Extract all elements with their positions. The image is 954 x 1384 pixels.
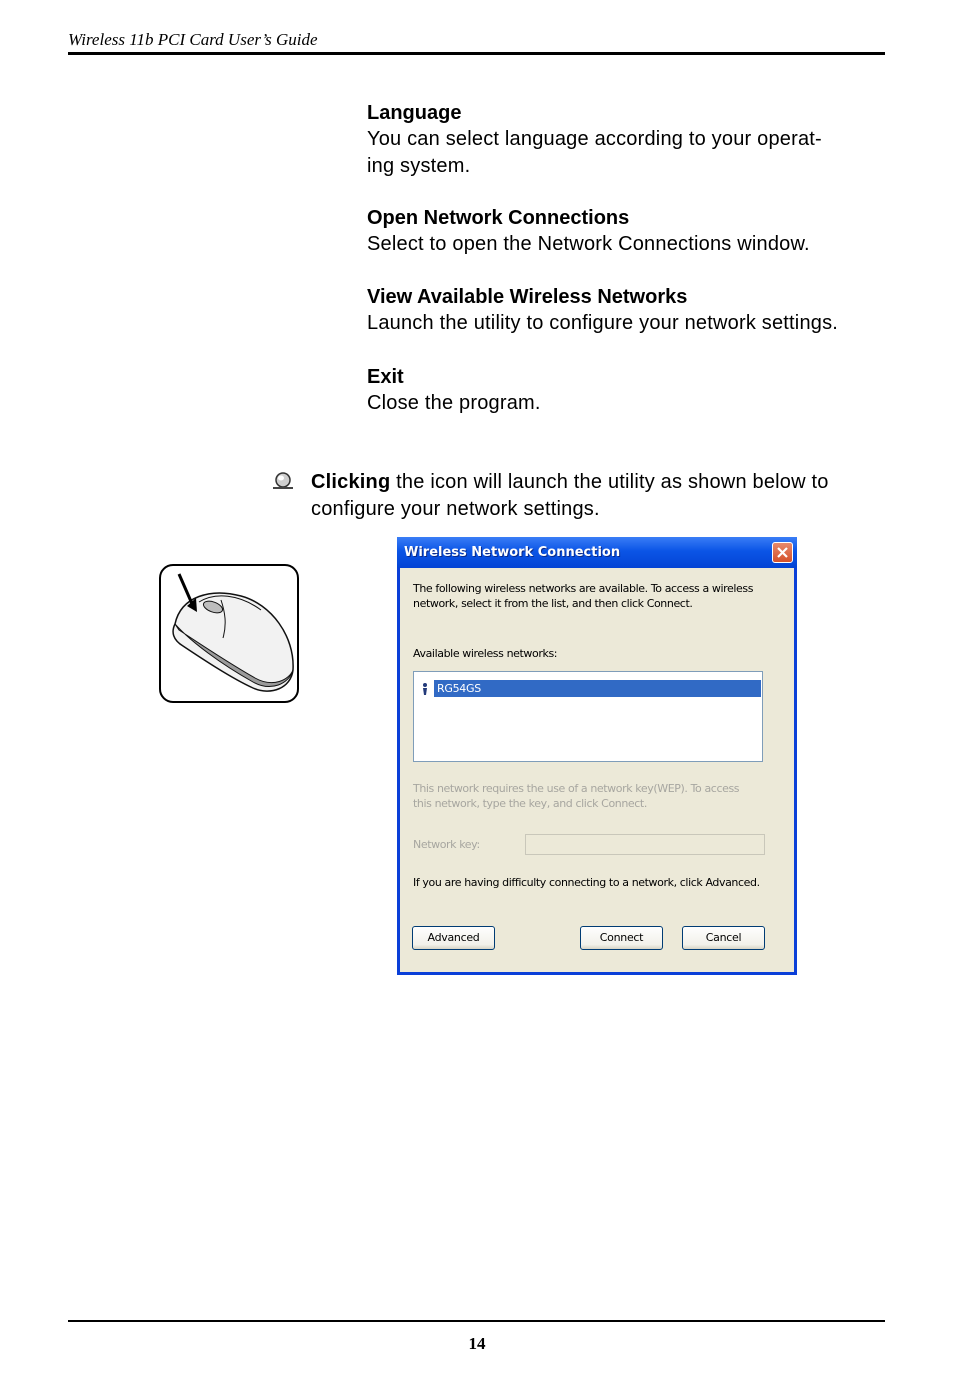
section-title: Language [367,102,462,124]
advanced-button[interactable]: Advanced [412,926,495,950]
networks-label: Available wireless networks: [413,647,558,660]
intro-line: network, select it from the list, and then click Connect. [413,597,693,610]
header-rule [68,52,885,55]
intro-line: The following wireless networks are available. To access a wireless [413,582,754,595]
dialog-title: Wireless Network Connection [404,545,621,560]
network-key-input[interactable] [525,834,765,855]
network-key-label: Network key: [413,838,480,851]
wireless-network-icon [420,682,430,696]
section-body-line: ing system. [367,155,471,177]
section-language [367,100,897,180]
cancel-button[interactable]: Cancel [682,926,765,950]
mouse-illustration [159,564,299,703]
intro-text [413,581,753,611]
magnifier-bullet-icon [271,472,295,490]
page-number: 14 [468,1334,486,1353]
wep-line: this network, type the key, and click Connect. [413,797,647,810]
close-button[interactable] [772,542,793,563]
advanced-note: If you are having difficulty connecting to a network, click Advanced. [413,876,760,889]
note-text: the icon will launch the utility as shown below to [390,471,829,493]
section-exit [367,364,897,417]
wep-line: This network requires the use of a network key(WEP). To access [413,782,740,795]
section-body-line: You can select language according to your operat- [367,128,822,150]
wireless-network-connection-dialog [397,537,797,975]
section-title: View Available Wireless Networks [367,286,688,308]
dialog-titlebar[interactable] [397,537,797,568]
wep-text [413,781,739,811]
footer-rule [68,1320,885,1322]
section-body-line: Launch the utility to configure your network settings. [367,312,839,334]
mouse-icon [161,566,297,701]
note-text: configure your network settings. [311,498,600,520]
section-title: Open Network Connections [367,207,630,229]
connect-button[interactable]: Connect [580,926,663,950]
networks-listbox[interactable] [413,671,763,762]
section-open-network-connections [367,205,897,258]
running-header: Wireless 11b PCI Card User’s Guide [68,30,318,49]
section-title: Exit [367,366,404,388]
network-item-rg54gs[interactable]: RG54GS [434,680,761,697]
dialog-client-area [400,568,794,972]
close-icon [773,543,792,562]
section-view-available-wireless-networks [367,284,897,337]
section-body-line: Select to open the Network Connections window. [367,233,810,255]
section-body-line: Close the program. [367,392,541,414]
click-note [311,469,891,523]
note-bold: Clicking [311,471,391,493]
